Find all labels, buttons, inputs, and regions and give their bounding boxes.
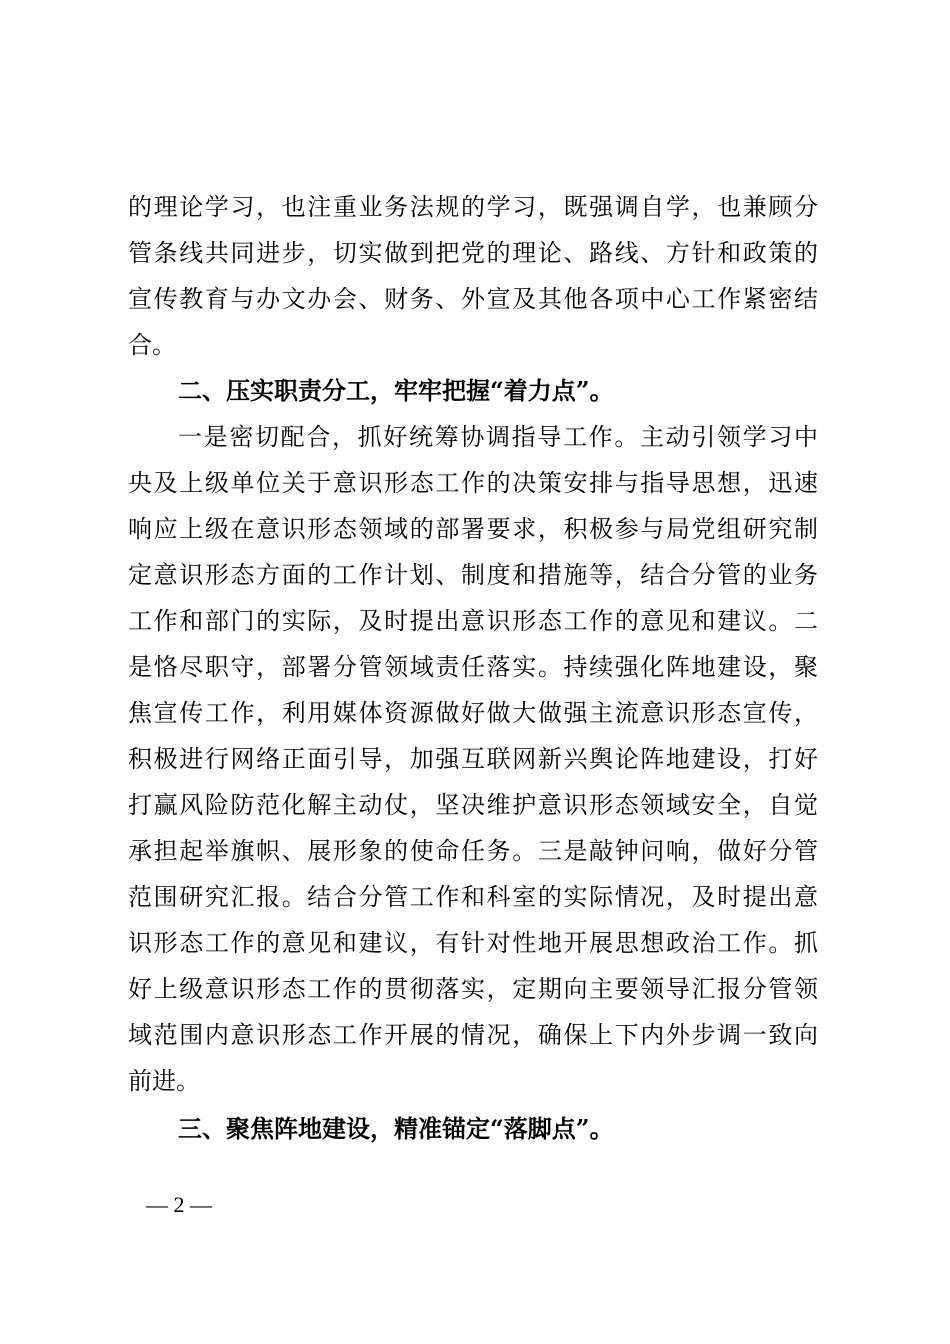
section-heading-3: 三、聚焦阵地建设，精准锚定“落脚点”。	[178, 1114, 614, 1143]
paragraph-2-line-3: 响应上级在意识形态领域的部署要求，积极参与局党组研究制	[128, 515, 818, 543]
paragraph-1-line-1: 的理论学习，也注重业务法规的学习，既强调自学，也兼顾分	[128, 193, 818, 221]
section-heading-2: 二、压实职责分工，牢牢把握“着力点”。	[178, 376, 614, 405]
paragraph-2-line-5: 工作和部门的实际，及时提出意识形态工作的意见和建议。二	[128, 607, 818, 635]
paragraph-1-line-2: 管条线共同进步，切实做到把党的理论、路线、方针和政策的	[128, 239, 818, 267]
paragraph-2-line-14: 域范围内意识形态工作开展的情况，确保上下内外步调一致向	[128, 1021, 818, 1049]
paragraph-2-line-13: 好上级意识形态工作的贯彻落实，定期向主要领导汇报分管领	[128, 975, 818, 1003]
paragraph-2-line-2: 央及上级单位关于意识形态工作的决策安排与指导思想，迅速	[128, 469, 818, 497]
paragraph-2-line-10: 承担起举旗帜、展形象的使命任务。三是敲钟问响，做好分管	[128, 837, 818, 865]
paragraph-2-line-7: 焦宣传工作，利用媒体资源做好做大做强主流意识形态宣传，	[128, 699, 818, 727]
paragraph-2-line-4: 定意识形态方面的工作计划、制度和措施等，结合分管的业务	[128, 561, 818, 589]
paragraph-2-line-15: 前进。	[128, 1067, 200, 1095]
paragraph-2-line-6: 是恪尽职守，部署分管领域责任落实。持续强化阵地建设，聚	[128, 653, 818, 681]
paragraph-2-line-1: 一是密切配合，抓好统筹协调指导工作。主动引领学习中	[178, 423, 818, 451]
paragraph-1-line-4: 合。	[128, 331, 176, 359]
page-number: — 2 —	[146, 1192, 212, 1217]
paragraph-1-line-3: 宣传教育与办文办会、财务、外宣及其他各项中心工作紧密结	[128, 285, 818, 313]
paragraph-2-line-8: 积极进行网络正面引导，加强互联网新兴舆论阵地建设，打好	[128, 745, 818, 773]
paragraph-2-line-12: 识形态工作的意见和建议，有针对性地开展思想政治工作。抓	[128, 929, 818, 957]
paragraph-2-line-11: 范围研究汇报。结合分管工作和科室的实际情况，及时提出意	[128, 883, 818, 911]
paragraph-2-line-9: 打赢风险防范化解主动仗，坚决维护意识形态领域安全，自觉	[128, 791, 818, 819]
